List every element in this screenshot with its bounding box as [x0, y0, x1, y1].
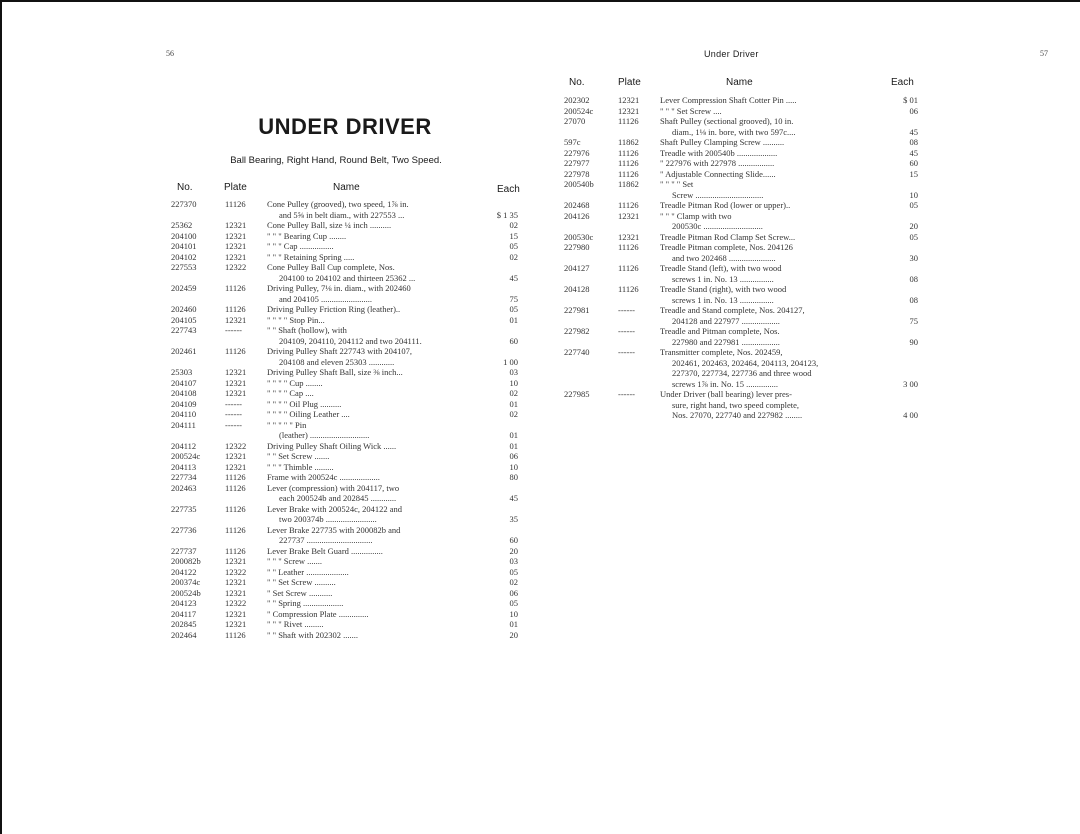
part-name: Transmitter complete, Nos. 202459, 202461, 202463, 202464, 204113, 204123, 227370, 227734, 227736 and three wood screws 1⅞ in. No. 15 ...............: [660, 347, 819, 389]
part-number: 27070: [564, 116, 586, 126]
table-row: [564, 95, 918, 106]
part-name: " " " " Stop Pin...: [267, 314, 325, 325]
part-number: 227736: [171, 524, 197, 535]
part-name: " 227976 with 227978 .................: [660, 158, 775, 168]
unit-price: 60: [509, 535, 518, 545]
plate-number: 11126: [225, 199, 246, 209]
unit-price: 60: [909, 158, 918, 168]
unit-price: 10: [509, 461, 518, 472]
part-number: 597c: [564, 137, 581, 147]
part-number: 202463: [171, 482, 197, 493]
part-name: Treadle Pitman Rod (lower or upper)..: [660, 200, 791, 210]
plate-number: 11126: [618, 263, 639, 273]
table-row: [171, 577, 518, 588]
table-row: [171, 546, 518, 557]
table-row: [564, 169, 918, 180]
part-number: 204113: [171, 461, 197, 472]
part-name: Cone Pulley (grooved), two speed, 1⅞ in. and 5⅝ in belt diam., with 227553 ...: [267, 199, 409, 220]
plate-number: 11862: [618, 137, 639, 147]
part-number: 204107: [171, 377, 197, 388]
page-number: 56: [166, 49, 174, 58]
part-number: 204111: [171, 419, 196, 430]
part-number: 202459: [171, 283, 197, 293]
unit-price: 90: [909, 336, 918, 347]
plate-number: 12322: [225, 262, 247, 272]
part-name: " " " " Set Screw ................................: [660, 179, 764, 200]
plate-number: ------: [618, 389, 635, 399]
part-name: " " Leather ....................: [267, 566, 349, 577]
part-number: 227734: [171, 472, 197, 482]
table-row: [171, 609, 518, 620]
unit-price: 06: [509, 587, 518, 598]
part-number: 204100: [171, 230, 197, 241]
part-number: 227976: [564, 147, 590, 158]
unit-price: 01: [509, 440, 518, 451]
plate-number: 12321: [225, 251, 247, 262]
unit-price: 02: [509, 409, 518, 419]
table-row: [171, 472, 518, 483]
unit-price: 45: [509, 272, 518, 283]
plate-number: 12321: [225, 619, 247, 629]
col-header-each: Each: [891, 77, 914, 88]
part-number: 200540b: [564, 179, 594, 189]
table-row: [171, 388, 518, 399]
plate-number: 11126: [225, 545, 246, 556]
table-row: [171, 441, 518, 452]
unit-price: 1 00: [503, 356, 518, 367]
part-number: 204108: [171, 388, 197, 398]
part-name: Lever Brake Belt Guard ...............: [267, 545, 383, 556]
part-number: 25362: [171, 220, 193, 230]
unit-price: 08: [909, 137, 918, 147]
table-row: [171, 199, 518, 220]
unit-price: 75: [509, 293, 518, 304]
part-name: " " Shaft with 202302 .......: [267, 629, 358, 640]
unit-price: $ 01: [903, 95, 918, 105]
plate-number: 11126: [225, 304, 246, 314]
table-row: [171, 367, 518, 378]
col-header-name: Name: [726, 77, 753, 88]
part-name: Lever Brake with 200524c, 204122 and two 200374b ........................: [267, 503, 403, 524]
plate-number: 11126: [225, 482, 246, 493]
part-name: Treadle Pitman Rod Clamp Set Screw...: [660, 231, 796, 242]
plate-number: ------: [225, 409, 242, 419]
part-number: 202460: [171, 304, 197, 314]
parts-table-left: [171, 199, 518, 640]
part-number: 200524b: [171, 587, 201, 598]
unit-price: 45: [909, 126, 918, 137]
unit-price: 01: [509, 314, 518, 325]
plate-number: 12321: [618, 105, 640, 116]
part-name: " " " Rivet .........: [267, 619, 324, 629]
unit-price: 06: [909, 105, 918, 116]
plate-number: 11126: [225, 472, 246, 482]
part-name: Shaft Pulley (sectional grooved), 10 in. diam., 1⅛ in. bore, with two 597c....: [660, 116, 796, 137]
table-row: [171, 315, 518, 326]
plate-number: 12321: [225, 377, 247, 388]
table-row: [171, 252, 518, 263]
plate-number: 12321: [225, 556, 247, 566]
plate-number: 12321: [225, 451, 247, 461]
table-row: [171, 462, 518, 473]
part-name: " Adjustable Connecting Slide......: [660, 168, 776, 179]
page-number: 57: [1040, 49, 1048, 58]
table-row: [564, 389, 918, 421]
part-name: " " " Thimble .........: [267, 461, 334, 472]
part-name: " Compression Plate ..............: [267, 608, 369, 619]
unit-price: 08: [909, 273, 918, 284]
table-row: [171, 567, 518, 578]
plate-number: 12321: [225, 314, 247, 325]
part-number: 204110: [171, 409, 197, 419]
part-name: Lever (compression) with 204117, two each 200524b and 202845 ............: [267, 482, 400, 503]
part-number: 200524c: [171, 451, 201, 461]
table-row: [171, 262, 518, 283]
col-header-no: No.: [569, 77, 585, 88]
part-number: 204126: [564, 210, 590, 221]
unit-price: 15: [909, 168, 918, 179]
table-row: [171, 241, 518, 252]
table-row: [171, 483, 518, 504]
plate-number: 12322: [225, 440, 247, 451]
part-name: " " " Retaining Spring .....: [267, 251, 355, 262]
part-number: 227985: [564, 389, 590, 399]
plate-number: 11126: [618, 200, 639, 210]
unit-price: 3 00: [903, 378, 918, 389]
table-row: [564, 158, 918, 169]
part-number: 202302: [564, 95, 590, 105]
plate-number: ------: [618, 305, 635, 315]
unit-price: 06: [509, 451, 518, 461]
unit-price: 05: [909, 200, 918, 210]
plate-number: 11126: [618, 242, 639, 252]
unit-price: 10: [509, 608, 518, 619]
part-name: " " " Screw .......: [267, 556, 323, 566]
plate-number: 12322: [225, 598, 247, 608]
unit-price: 45: [509, 493, 518, 503]
part-name: Treadle with 200540b ...................: [660, 147, 778, 158]
table-row: [171, 304, 518, 315]
unit-price: 02: [509, 388, 518, 398]
unit-price: 80: [509, 472, 518, 482]
plate-number: 12321: [225, 388, 247, 398]
part-name: " " " Clamp with two 200530c ............................: [660, 210, 763, 231]
table-row: [564, 148, 918, 159]
part-name: Lever Brake 227735 with 200082b and 227737 ...............................: [267, 524, 401, 545]
unit-price: 02: [509, 251, 518, 262]
part-name: " " " " Oiling Leather ....: [267, 409, 350, 419]
table-row: [564, 200, 918, 211]
part-name: " " " Set Screw ....: [660, 105, 722, 116]
unit-price: 03: [509, 556, 518, 566]
page-title: UNDER DRIVER: [258, 114, 432, 139]
plate-number: 12321: [225, 367, 247, 377]
unit-price: 20: [509, 629, 518, 640]
unit-price: 01: [509, 619, 518, 629]
unit-price: 02: [509, 577, 518, 587]
part-number: 227370: [171, 199, 197, 209]
table-row: [564, 326, 918, 347]
table-row: [171, 409, 518, 420]
part-number: 202461: [171, 346, 197, 356]
plate-number: 12321: [225, 577, 247, 587]
table-row: [564, 137, 918, 148]
page-subtitle: Ball Bearing, Right Hand, Round Belt, Two Speed.: [230, 155, 442, 166]
part-number: 204102: [171, 251, 197, 262]
table-row: [171, 231, 518, 242]
part-number: 204123: [171, 598, 197, 608]
part-number: 204112: [171, 440, 197, 451]
plate-number: 12321: [225, 220, 247, 230]
part-name: Treadle Pitman complete, Nos. 204126 and two 202468 ......................: [660, 242, 793, 263]
plate-number: 11126: [225, 346, 246, 356]
right-page: [540, 0, 1080, 834]
part-name: Driving Pulley Friction Ring (leather)..: [267, 304, 401, 314]
part-name: Lever Compression Shaft Cotter Pin .....: [660, 95, 797, 105]
plate-number: ------: [225, 419, 242, 430]
running-head: Under Driver: [704, 49, 759, 59]
part-number: 202845: [171, 619, 197, 629]
part-name: " " " " Cup ........: [267, 377, 323, 388]
unit-price: 20: [509, 545, 518, 556]
unit-price: 35: [509, 514, 518, 524]
part-name: " " Set Screw ..........: [267, 577, 336, 587]
unit-price: 08: [909, 294, 918, 305]
table-row: [171, 325, 518, 346]
part-number: 227735: [171, 503, 197, 514]
plate-number: 12321: [225, 241, 247, 251]
part-number: 204127: [564, 263, 590, 273]
table-row: [171, 588, 518, 599]
part-number: 227980: [564, 242, 590, 252]
part-name: Treadle Stand (right), with two wood screws 1 in. No. 13 ................: [660, 284, 787, 305]
unit-price: 01: [509, 430, 518, 440]
unit-price: 30: [909, 252, 918, 263]
unit-price: 10: [509, 377, 518, 388]
plate-number: 12321: [225, 461, 247, 472]
table-row: [564, 179, 918, 200]
unit-price: 02: [509, 220, 518, 230]
part-number: 204109: [171, 398, 197, 409]
part-name: " Set Screw ...........: [267, 587, 333, 598]
plate-number: 11126: [225, 629, 246, 640]
part-name: " " " " Cap ....: [267, 388, 314, 398]
part-number: 227978: [564, 168, 590, 179]
table-row: [564, 284, 918, 305]
plate-number: 12321: [618, 95, 640, 105]
part-number: 204117: [171, 608, 197, 619]
part-number: 25303: [171, 367, 193, 377]
table-row: [171, 283, 518, 304]
plate-number: 11126: [618, 116, 639, 126]
table-row: [171, 399, 518, 410]
col-header-name: Name: [333, 182, 360, 193]
table-row: [171, 556, 518, 567]
plate-number: ------: [225, 325, 242, 335]
part-number: 200524c: [564, 105, 594, 116]
part-name: Frame with 200524c ...................: [267, 472, 380, 482]
unit-price: $ 1 35: [496, 209, 518, 220]
table-row: [171, 346, 518, 367]
plate-number: ------: [618, 326, 635, 336]
plate-number: 12321: [618, 210, 640, 221]
part-name: Driving Pulley Shaft 227743 with 204107, 204108 and eleven 25303 ............: [267, 346, 412, 367]
unit-price: 15: [509, 230, 518, 241]
parts-table-right: [564, 95, 918, 421]
part-name: " " " " Oil Plug ..........: [267, 398, 342, 409]
plate-number: 12321: [225, 608, 247, 619]
part-name: Under Driver (ball bearing) lever pres- sure, right hand, two speed complete, Nos. 27070, 227740 and 227982 ........: [660, 389, 803, 420]
part-name: " " " Bearing Cup ........: [267, 230, 347, 241]
plate-number: 12322: [225, 566, 247, 577]
plate-number: 11126: [618, 284, 639, 294]
part-name: " " Shaft (hollow), with 204109, 204110, 204112 and two 204111.: [267, 325, 422, 346]
part-name: " " " Cap ................: [267, 241, 334, 251]
part-name: " " Spring ...................: [267, 598, 344, 608]
part-number: 200374c: [171, 577, 201, 587]
part-number: 227977: [564, 158, 590, 168]
unit-price: 05: [509, 241, 518, 251]
part-name: " " " " " Pin (leather) ............................: [267, 419, 370, 440]
unit-price: 05: [509, 566, 518, 577]
col-header-plate: Plate: [618, 77, 641, 88]
unit-price: 75: [909, 315, 918, 326]
plate-number: ------: [225, 398, 242, 409]
col-header-plate: Plate: [224, 182, 247, 193]
table-row: [171, 504, 518, 525]
plate-number: 12321: [225, 230, 247, 241]
part-name: Treadle and Pitman complete, Nos. 227980 and 227981 ..................: [660, 326, 780, 347]
part-number: 227740: [564, 347, 590, 357]
part-name: " " Set Screw .......: [267, 451, 330, 461]
table-row: [171, 378, 518, 389]
part-name: Driving Pulley Shaft Oiling Wick ......: [267, 440, 397, 451]
table-row: [564, 116, 918, 137]
plate-number: 11126: [618, 147, 639, 158]
part-number: 204101: [171, 241, 197, 251]
part-number: 200082b: [171, 556, 201, 566]
part-name: Shaft Pulley Clamping Screw ..........: [660, 137, 785, 147]
unit-price: 4 00: [903, 410, 918, 420]
part-number: 204122: [171, 566, 197, 577]
unit-price: 45: [909, 147, 918, 158]
part-name: Treadle Stand (left), with two wood screws 1 in. No. 13 ................: [660, 263, 782, 284]
table-row: [171, 420, 518, 441]
unit-price: 60: [509, 335, 518, 346]
plate-number: 11126: [225, 283, 246, 293]
plate-number: 11126: [618, 168, 639, 179]
table-row: [564, 211, 918, 232]
unit-price: 01: [509, 398, 518, 409]
col-header-each: Each: [497, 184, 520, 195]
part-name: Cone Pulley Ball, size ¼ inch ..........: [267, 220, 392, 230]
part-number: 202468: [564, 200, 590, 210]
unit-price: 05: [909, 231, 918, 242]
part-number: 227553: [171, 262, 197, 272]
table-row: [171, 220, 518, 231]
part-number: 204105: [171, 314, 197, 325]
unit-price: 05: [509, 304, 518, 314]
plate-number: 12321: [225, 587, 247, 598]
table-row: [171, 619, 518, 630]
col-header-no: No.: [177, 182, 193, 193]
unit-price: 20: [909, 221, 918, 231]
plate-number: ------: [618, 347, 635, 357]
table-row: [564, 347, 918, 389]
unit-price: 10: [909, 189, 918, 200]
table-row: [171, 451, 518, 462]
part-number: 200530c: [564, 231, 594, 242]
unit-price: 05: [509, 598, 518, 608]
part-number: 227982: [564, 326, 590, 336]
part-name: Driving Pulley, 7⅛ in. diam., with 202460 and 204105 ........................: [267, 283, 411, 304]
unit-price: 03: [509, 367, 518, 377]
plate-number: 11862: [618, 179, 639, 189]
part-number: 227981: [564, 305, 590, 315]
table-row: [171, 630, 518, 641]
plate-number: 11126: [225, 524, 246, 535]
table-row: [564, 232, 918, 243]
table-row: [564, 106, 918, 117]
part-number: 204128: [564, 284, 590, 294]
table-row: [171, 525, 518, 546]
part-name: Driving Pulley Shaft Ball, size ⅜ inch...: [267, 367, 403, 377]
part-name: Cone Pulley Ball Cup complete, Nos. 204100 to 204102 and thirteen 25362 ...: [267, 262, 416, 283]
part-number: 202464: [171, 629, 197, 640]
table-row: [171, 598, 518, 609]
plate-number: 12321: [618, 231, 640, 242]
table-row: [564, 305, 918, 326]
plate-number: 11126: [225, 503, 246, 514]
plate-number: 11126: [618, 158, 639, 168]
table-row: [564, 242, 918, 263]
part-number: 227737: [171, 545, 197, 556]
part-name: Treadle and Stand complete, Nos. 204127, 204128 and 227977 ..................: [660, 305, 805, 326]
part-number: 227743: [171, 325, 197, 335]
table-row: [564, 263, 918, 284]
